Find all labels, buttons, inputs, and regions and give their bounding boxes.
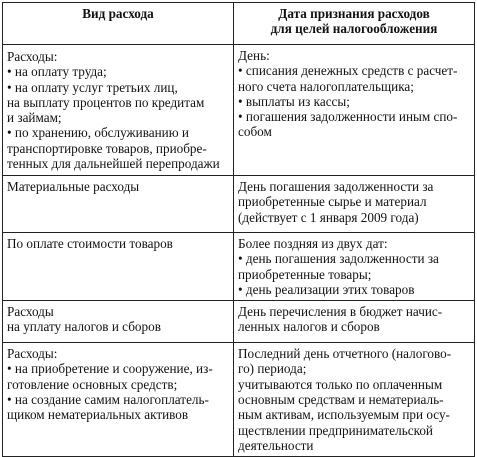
recognition-date-cell bbox=[234, 176, 475, 233]
header-recognition-date-line-2: для целей налогообложения bbox=[270, 21, 438, 37]
table-row bbox=[3, 343, 475, 457]
table-row bbox=[3, 233, 475, 301]
header-expense-type bbox=[3, 3, 234, 45]
cell-line: Последний день отчетного (налогово- bbox=[238, 346, 452, 362]
cell-line: Расходы bbox=[7, 304, 54, 320]
cell-line: Расходы: bbox=[7, 49, 58, 64]
expense-type-cell bbox=[3, 176, 234, 233]
cell-line: щиком нематериальных активов bbox=[7, 407, 189, 423]
cell-line: готовление основных средств; bbox=[7, 376, 178, 392]
cell-line: • списания денежных средств с расчет- bbox=[238, 63, 458, 79]
cell-line: собом bbox=[238, 124, 272, 140]
expense-type-cell bbox=[3, 301, 234, 343]
cell-line: тенных для дальнейшей перепродажи bbox=[7, 156, 220, 172]
cell-line: День погашения задолженности за bbox=[238, 179, 434, 194]
cell-line: • по хранению, обслуживанию и bbox=[7, 125, 189, 141]
cell-line: основным средствам и нематериаль- bbox=[238, 392, 444, 408]
cell-line: деятельности bbox=[238, 437, 314, 453]
cell-line: на уплату налогов и сборов bbox=[7, 319, 161, 335]
cell-line: транспортировке товаров, приобре- bbox=[7, 140, 207, 156]
cell-line: приобретенные сырье и материал bbox=[238, 194, 427, 210]
cell-line: Расходы: bbox=[7, 346, 58, 362]
cell-line: и займам; bbox=[7, 110, 62, 126]
cell-line: День перечисления в бюджет начис- bbox=[238, 304, 443, 320]
cell-line: • день реализации этих товаров bbox=[238, 281, 415, 297]
table-row bbox=[3, 301, 475, 343]
cell-line: Материальные расходы bbox=[7, 179, 140, 194]
cell-line: го) периода; bbox=[238, 361, 307, 377]
header-expense-type-label: Вид расхода bbox=[82, 6, 154, 21]
cell-line: на выплату процентов по кредитам bbox=[7, 94, 205, 110]
recognition-date-cell bbox=[234, 233, 475, 301]
cell-line: • на оплату услуг третьих лиц, bbox=[7, 79, 178, 95]
expense-type-cell bbox=[3, 343, 234, 457]
cell-line: (действует с 1 января 2009 года) bbox=[238, 209, 419, 225]
expense-type-cell bbox=[3, 45, 234, 176]
table-row bbox=[3, 45, 475, 176]
cell-line: • на приобретение и сооружение, из- bbox=[7, 361, 213, 377]
expense-recognition-table bbox=[2, 2, 475, 457]
cell-line: • день погашения задолженности за bbox=[238, 251, 439, 267]
cell-line: День: bbox=[238, 48, 270, 63]
recognition-date-cell bbox=[234, 343, 475, 457]
cell-line: ществлении предпринимательской bbox=[238, 422, 433, 438]
cell-line: • выплаты из кассы; bbox=[238, 93, 350, 109]
cell-line: ного счета налогоплательщика; bbox=[238, 78, 414, 94]
recognition-date-cell bbox=[234, 45, 475, 176]
header-recognition-date bbox=[234, 3, 475, 45]
expense-type-cell bbox=[3, 233, 234, 301]
cell-line: ным активам, используемым при осу- bbox=[238, 407, 450, 423]
cell-line: • на создание самим налогоплатель- bbox=[7, 392, 209, 408]
cell-line: • погашения задолженности иным спо- bbox=[238, 109, 458, 125]
cell-line: Более поздняя из двух дат: bbox=[238, 236, 388, 251]
header-recognition-date-line-1: Дата признания расходов bbox=[278, 6, 430, 21]
cell-line: • на оплату труда; bbox=[7, 64, 107, 80]
cell-line: ленных налогов и сборов bbox=[238, 319, 380, 335]
table-row bbox=[3, 176, 475, 233]
cell-line: По оплате стоимости товаров bbox=[7, 236, 173, 251]
cell-line: приобретенные товары; bbox=[238, 266, 372, 282]
table-header-row bbox=[3, 3, 475, 45]
recognition-date-cell bbox=[234, 301, 475, 343]
cell-line: учитываются только по оплаченным bbox=[238, 376, 443, 392]
